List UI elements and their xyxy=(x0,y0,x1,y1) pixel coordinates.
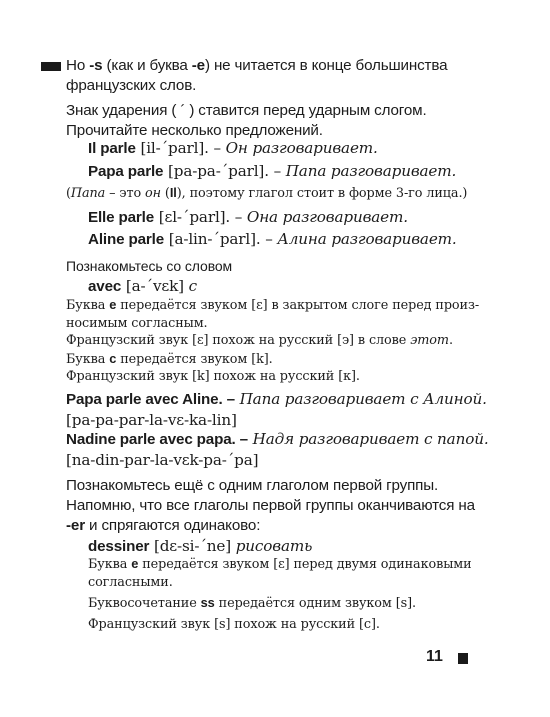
first-group-paragraph: Познакомьтесь ещё с одним глаголом первой группы. Напомню, что все глаголы первой группы оканчиваются на -er и спрягаются одинаково: xyxy=(66,477,475,534)
example-papa-parle: Papa parle [pa-pa-´parl]. – Папа разговаривает. xyxy=(88,162,457,180)
rule-e-sound: Французский звук [ɛ] похож на русский [э] в слове этот. xyxy=(66,333,453,348)
intro-line-2: французских слов. xyxy=(66,77,197,94)
stress-line-2: Прочитайте несколько предложений. xyxy=(66,122,323,139)
example-nadine-avec-papa: Nadine parle avec papa. – Надя разговаривает с папой. [na-din-par-la-vɛk-pa-´pa] xyxy=(66,430,489,469)
rule-ss: Буквосочетание ss передаётся одним звуком [s]. xyxy=(88,595,416,611)
new-word-intro: Познакомьтесь со словом xyxy=(66,258,233,274)
new-word-dessiner: dessiner [dɛ-si-´ne] рисовать xyxy=(88,537,313,555)
new-word-avec: avec [a-´vɛk] с xyxy=(88,277,197,295)
example-elle-parle: Elle parle [ɛl-´parl]. – Она разговаривает. xyxy=(88,208,408,226)
pronunciation-rules-2: Буква e передаётся звуком [ɛ] перед двумя одинаковыми согласными. Буквосочетание ss передаётся одним звуком [s]. Французский звук [s] похож на русский [с]. xyxy=(88,555,502,633)
example-il-parle: Il parle [il-´parl]. – Он разговаривает. xyxy=(88,139,378,157)
example-papa-avec-aline: Papa parle avec Aline. – Папа разговаривает с Алиной. [pa-pa-par-la-vɛ-ka-lin] xyxy=(66,390,487,429)
section-marker xyxy=(41,62,61,71)
rule-c-letter: Буква c передаётся звуком [k]. xyxy=(66,350,273,367)
transcription: [pa-pa-par-la-vɛ-ka-lin] xyxy=(66,411,237,429)
rule-s-sound: Французский звук [s] похож на русский [с]. xyxy=(88,616,380,632)
page-number-marker xyxy=(458,653,468,664)
example-aline-parle: Aline parle [a-lin-´parl]. – Алина разговаривает. xyxy=(88,230,457,248)
intro-line-1: Но -s (как и буква -e) не читается в конце большинства xyxy=(66,57,448,74)
rule-k-sound: Французский звук [k] похож на русский [к]. xyxy=(66,369,360,384)
stress-paragraph xyxy=(66,101,480,141)
grammar-note: (Папа – это он (Il), поэтому глагол стоит в форме 3-го лица.) xyxy=(66,185,468,201)
rule-e-double-consonant: Буква e передаётся звуком [ɛ] перед двумя одинаковыми xyxy=(88,556,472,572)
page-number: 11 xyxy=(426,648,443,665)
transcription: [na-din-par-la-vɛk-pa-´pa] xyxy=(66,451,259,469)
rule-e-closed-syllable: Буква e передаётся звуком [ɛ] в закрытом слоге перед произ- xyxy=(66,297,480,313)
intro-paragraph xyxy=(66,56,480,96)
pronunciation-rules-1 xyxy=(66,296,480,386)
rule-e-closed-syllable-cont: носимым согласным. xyxy=(66,315,208,331)
stress-line-1: Знак ударения ( ´ ) ставится перед ударным слогом. xyxy=(66,102,427,119)
